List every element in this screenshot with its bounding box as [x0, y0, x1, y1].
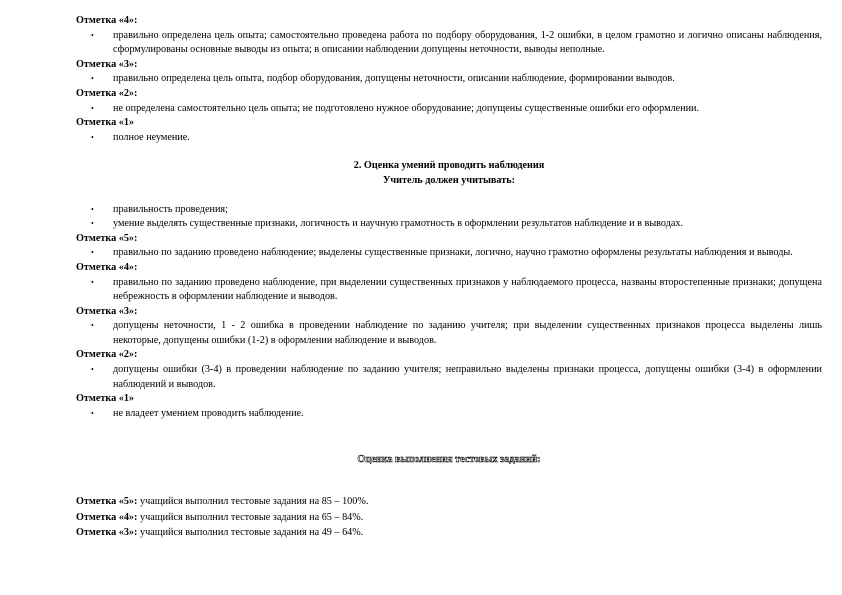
list-item [76, 246, 822, 261]
section-2-subtitle: Учитель должен учитывать: [382, 174, 516, 186]
bullet-icon: • [91, 248, 94, 258]
grade-4-heading: Отметка «4»: [76, 261, 138, 273]
grade-1-heading: Отметка «1» [76, 117, 135, 129]
grade-2-heading: Отметка «2»: [76, 87, 138, 99]
list-item-text: не владеет умением проводить наблюдение. [113, 407, 304, 419]
bullet-icon: • [91, 277, 94, 287]
bullet-icon: • [91, 321, 94, 331]
test-grade-row [76, 525, 822, 541]
grade-5-heading: Отметка «5»: [76, 232, 138, 244]
list-item-text: полное неумение. [113, 131, 190, 143]
criteria-item-text: умение выделять существенные признаки, логичность и научную грамотность в оформлении результатов наблюдение и в выводах. [113, 218, 684, 230]
test-grade-label: Отметка «4»: [76, 511, 138, 523]
criteria-item-text: правильность проведения; [113, 203, 228, 215]
criteria-item [76, 203, 822, 218]
list-item-text: правильно определена цель опыта, подбор оборудования, допущены неточности, описании наблюдение, формировании выводов. [113, 73, 675, 85]
document-content [76, 14, 822, 541]
bullet-icon: • [91, 408, 94, 418]
grade-4-heading: Отметка «4»: [76, 15, 138, 26]
criteria-item [76, 217, 822, 232]
list-item [76, 72, 822, 87]
list-item-text: допущены ошибки (3-4) в проведении наблюдение по заданию учителя; неправильно выделены признаки процесса, допущены ошибки (3-4) в оформлении наблюдений и выводов. [113, 364, 822, 390]
list-item [76, 29, 822, 58]
bullet-icon: • [91, 219, 94, 229]
list-item [76, 363, 822, 392]
section-2-title: 2. Оценка умений проводить наблюдения [353, 160, 545, 172]
list-item [76, 102, 822, 117]
test-grade-text: учащийся выполнил тестовые задания на 49 – 64%. [137, 527, 364, 539]
test-grade-label: Отметка «3»: [76, 527, 138, 539]
bullet-icon: • [91, 74, 94, 84]
bullet-icon: • [91, 132, 94, 142]
grade-3-heading: Отметка «3»: [76, 305, 138, 317]
list-item-text: правильно определена цель опыта; самостоятельно проведена работа по подбору оборудования, 1-2 ошибки, в целом грамотно и логично описаны наблюдения, сформулированы основные выводы из опыта; в описании наблюдении допущены неточности, выводы неполные. [113, 29, 822, 56]
grade-2-heading: Отметка «2»: [76, 349, 138, 361]
test-grade-label: Отметка «5»: [76, 496, 138, 508]
test-grade-row [76, 494, 822, 510]
bullet-icon: • [91, 204, 94, 214]
bullet-icon: • [91, 103, 94, 113]
list-item-text: допущены неточности, 1 - 2 ошибка в проведении наблюдение по заданию учителя; при выделении существенных признаков процесса выделены лишь некоторые, допущены ошибки (1-2) в оформлении наблюдение и выводов. [113, 320, 822, 346]
grade-3-heading: Отметка «3»: [76, 58, 138, 70]
list-item-text: не определена самостоятельно цель опыта; не подготовлено нужное оборудование; допущены существенные ошибки его оформлении. [113, 102, 700, 114]
section-3-title: Оценка выполнения тестовых заданий: [357, 454, 541, 466]
test-grade-text: учащийся выполнил тестовые задания на 85 – 100%. [137, 496, 369, 508]
bullet-icon: • [91, 30, 94, 40]
list-item [76, 407, 822, 422]
test-grade-row [76, 510, 822, 526]
bullet-icon: • [91, 365, 94, 375]
list-item [76, 276, 822, 305]
list-item [76, 319, 822, 348]
test-grade-text: учащийся выполнил тестовые задания на 65 – 84%. [137, 511, 364, 523]
list-item-text: правильно по заданию проведено наблюдение, при выделении существенных признаков у наблюдаемого процесса, названы второстепенные признаки; допущена небрежность в оформлении наблюдение и выводов. [113, 276, 822, 303]
list-item [76, 131, 822, 146]
list-item-text: правильно по заданию проведено наблюдение; выделены существенные признаки, логично, научно грамотно оформлены результаты наблюдения и выводы. [113, 247, 793, 259]
grade-1-heading: Отметка «1» [76, 393, 135, 405]
